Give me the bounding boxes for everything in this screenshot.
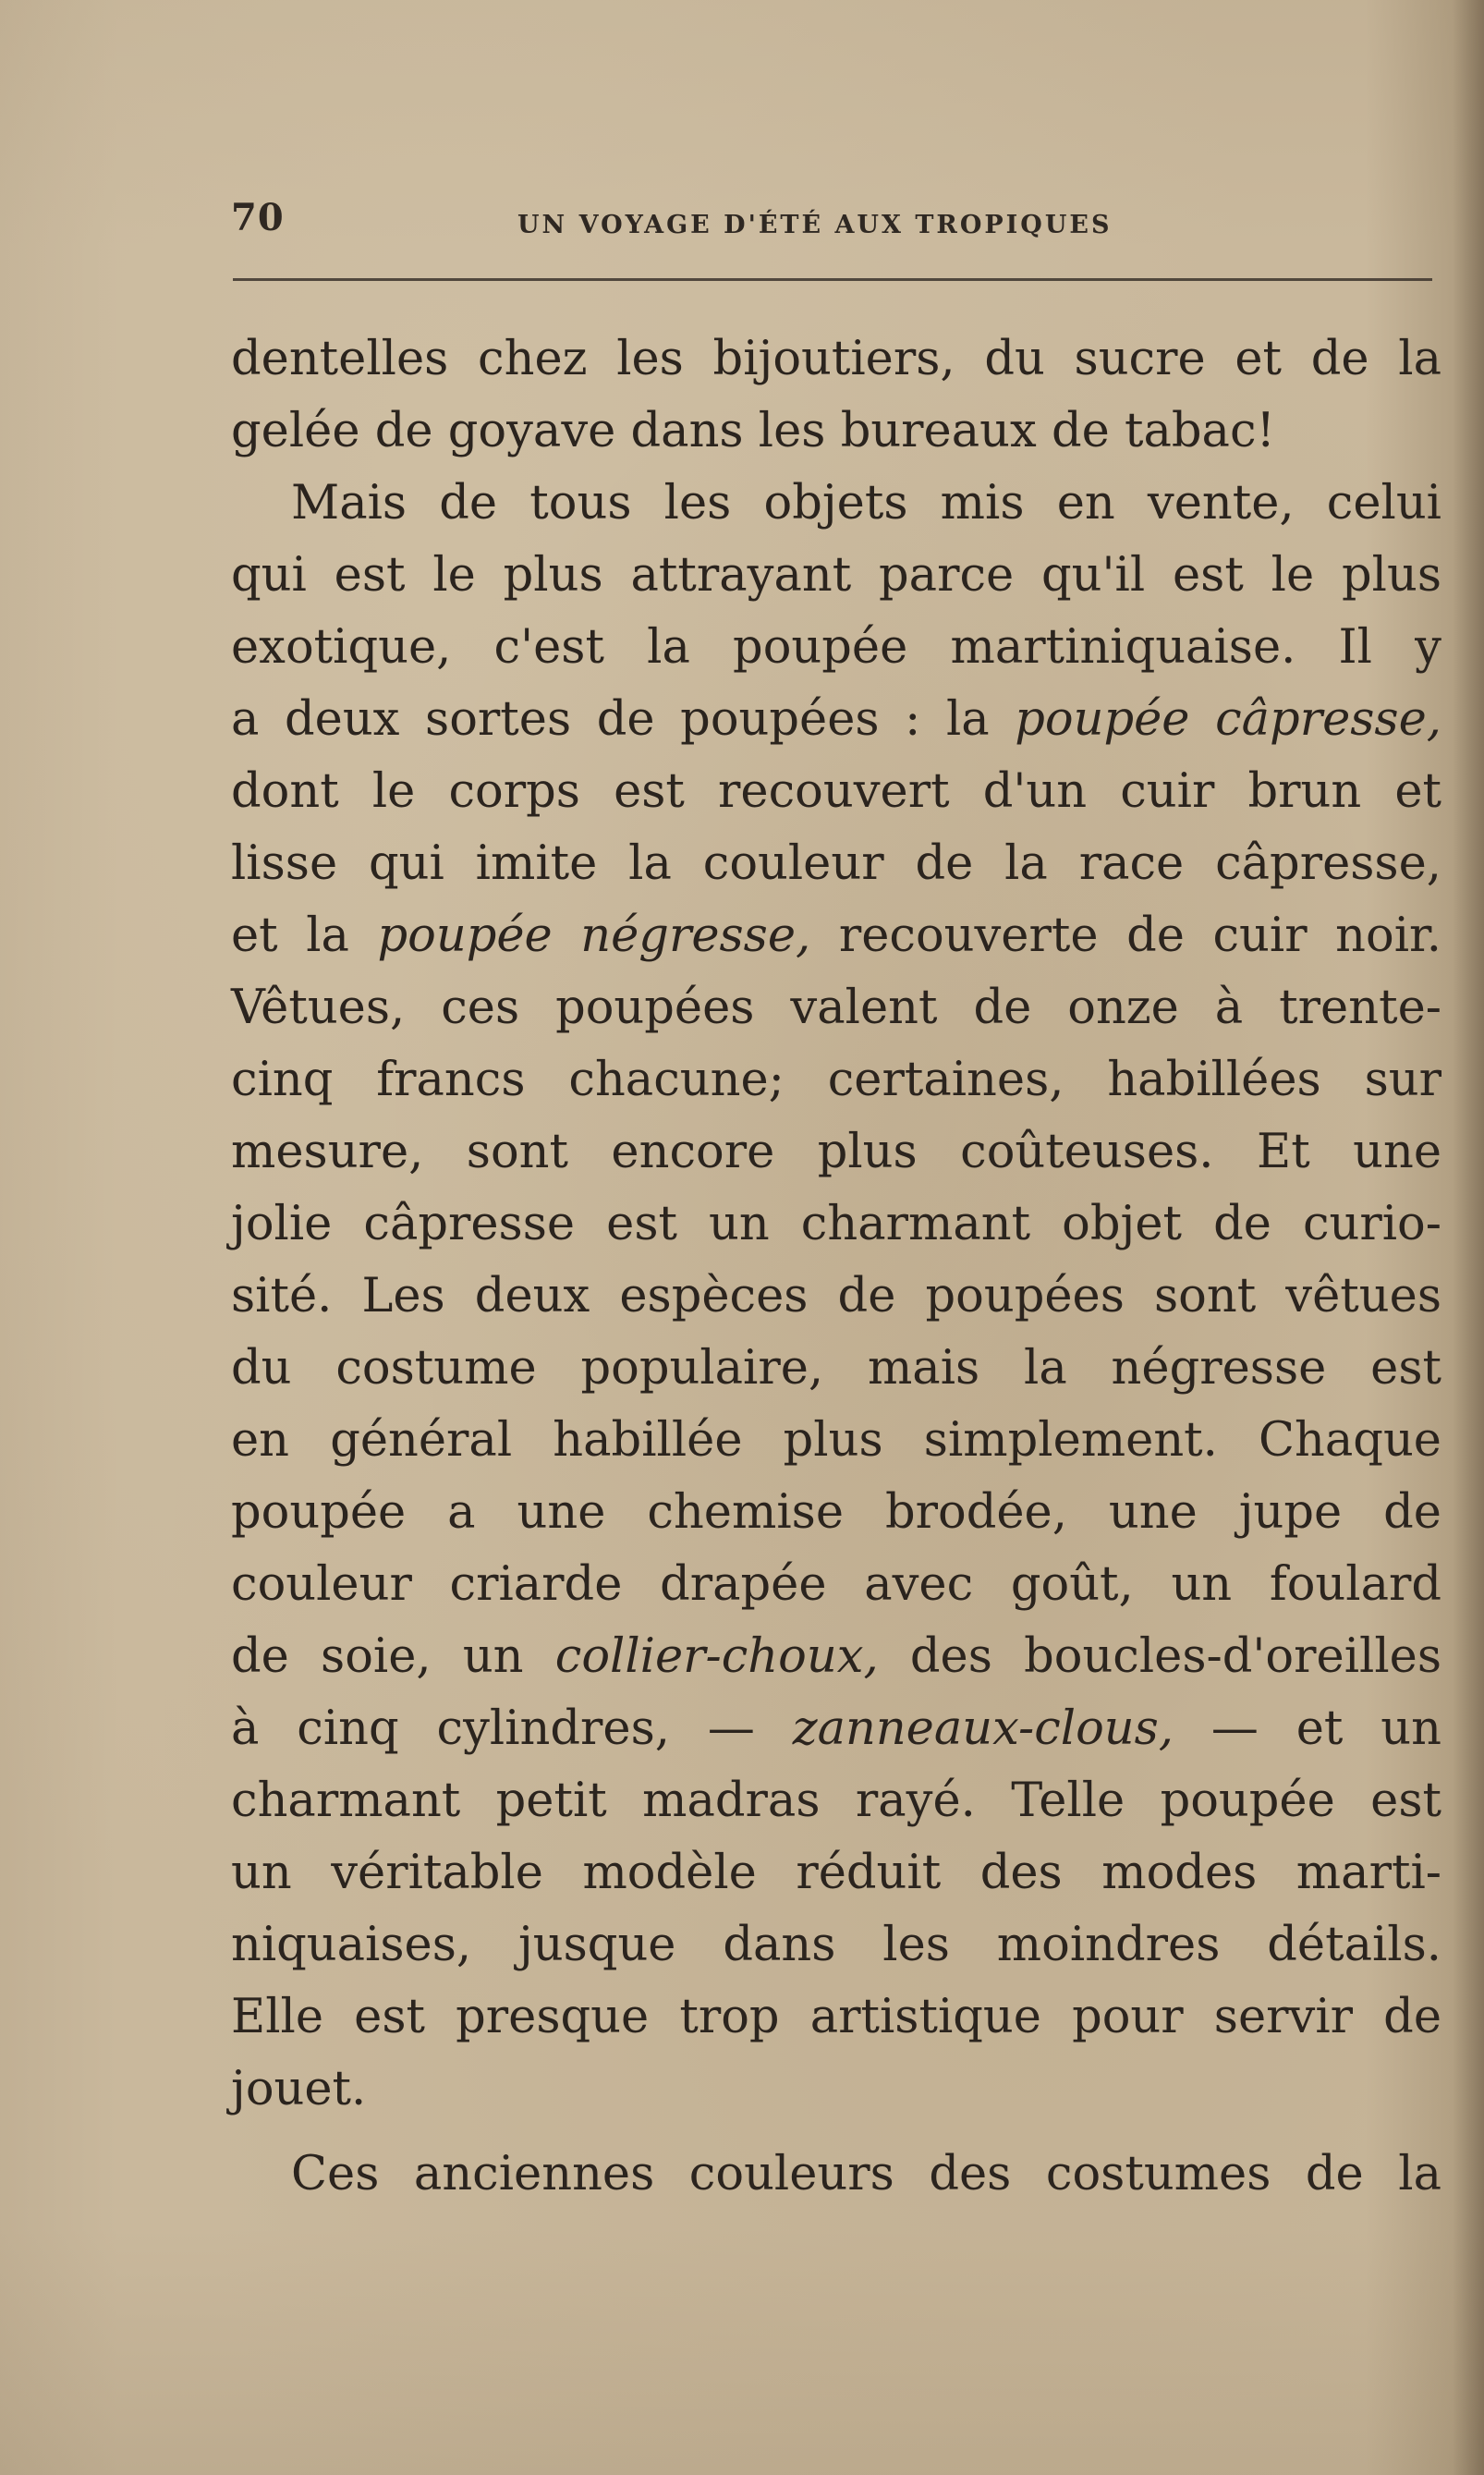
italic-term: zanneaux-clous, bbox=[792, 1701, 1174, 1756]
text-line: jouet. bbox=[231, 2062, 367, 2116]
text-line: et la poupée négresse, recouverte de cuir noir. bbox=[231, 908, 1441, 963]
text-line: sité. Les deux espèces de poupées sont vêtues bbox=[231, 1269, 1441, 1323]
page-spine-shadow bbox=[1453, 0, 1484, 2475]
text-line: à cinq cylindres, — zanneaux-clous, — et un bbox=[231, 1701, 1441, 1756]
text-line: jolie câpresse est un charmant objet de curio- bbox=[231, 1197, 1441, 1251]
page-number: 70 bbox=[231, 196, 285, 239]
text-line: gelée de goyave dans les bureaux de tabac! bbox=[231, 404, 1276, 458]
body-text bbox=[231, 323, 1441, 2211]
italic-term: poupée négresse, bbox=[377, 908, 811, 963]
text-line: niquaises, jusque dans les moindres détails. bbox=[231, 1918, 1441, 1972]
text-line: de soie, un collier-choux, des boucles-d'oreilles bbox=[231, 1629, 1441, 1684]
text-line: dont le corps est recouvert d'un cuir brun et bbox=[231, 764, 1441, 819]
text-line: du costume populaire, mais la négresse est bbox=[231, 1341, 1441, 1396]
text-line: couleur criarde drapée avec goût, un foulard bbox=[231, 1557, 1441, 1612]
text-line: un véritable modèle réduit des modes marti- bbox=[231, 1846, 1441, 1900]
text-line: qui est le plus attrayant parce qu'il est le plus bbox=[231, 548, 1441, 603]
running-title: UN VOYAGE D'ÉTÉ AUX TROPIQUES bbox=[517, 211, 1113, 239]
text-line: a deux sortes de poupées : la poupée câpresse, bbox=[231, 692, 1441, 747]
text-line: en général habillée plus simplement. Chaque bbox=[231, 1413, 1441, 1468]
italic-term: poupée câpresse, bbox=[1015, 692, 1441, 747]
text-line: cinq francs chacune; certaines, habillées sur bbox=[231, 1053, 1441, 1107]
text-line: Elle est presque trop artistique pour servir de bbox=[231, 1990, 1441, 2044]
text-line: mesure, sont encore plus coûteuses. Et une bbox=[231, 1125, 1441, 1179]
header-rule bbox=[233, 278, 1432, 281]
text-line: charmant petit madras rayé. Telle poupée est bbox=[231, 1774, 1441, 1828]
text-line: dentelles chez les bijoutiers, du sucre et de la bbox=[231, 332, 1441, 386]
italic-term: collier-choux, bbox=[554, 1629, 879, 1684]
page-header bbox=[231, 196, 1432, 251]
text-line: lisse qui imite la couleur de la race câpresse, bbox=[231, 836, 1441, 891]
text-line: Mais de tous les objets mis en vente, celui bbox=[291, 476, 1441, 530]
text-line: exotique, c'est la poupée martiniquaise. Il y bbox=[231, 620, 1441, 675]
text-line: Ces anciennes couleurs des costumes de la bbox=[291, 2147, 1441, 2201]
text-line: poupée a une chemise brodée, une jupe de bbox=[231, 1485, 1441, 1540]
text-line: Vêtues, ces poupées valent de onze à trente- bbox=[231, 981, 1441, 1035]
